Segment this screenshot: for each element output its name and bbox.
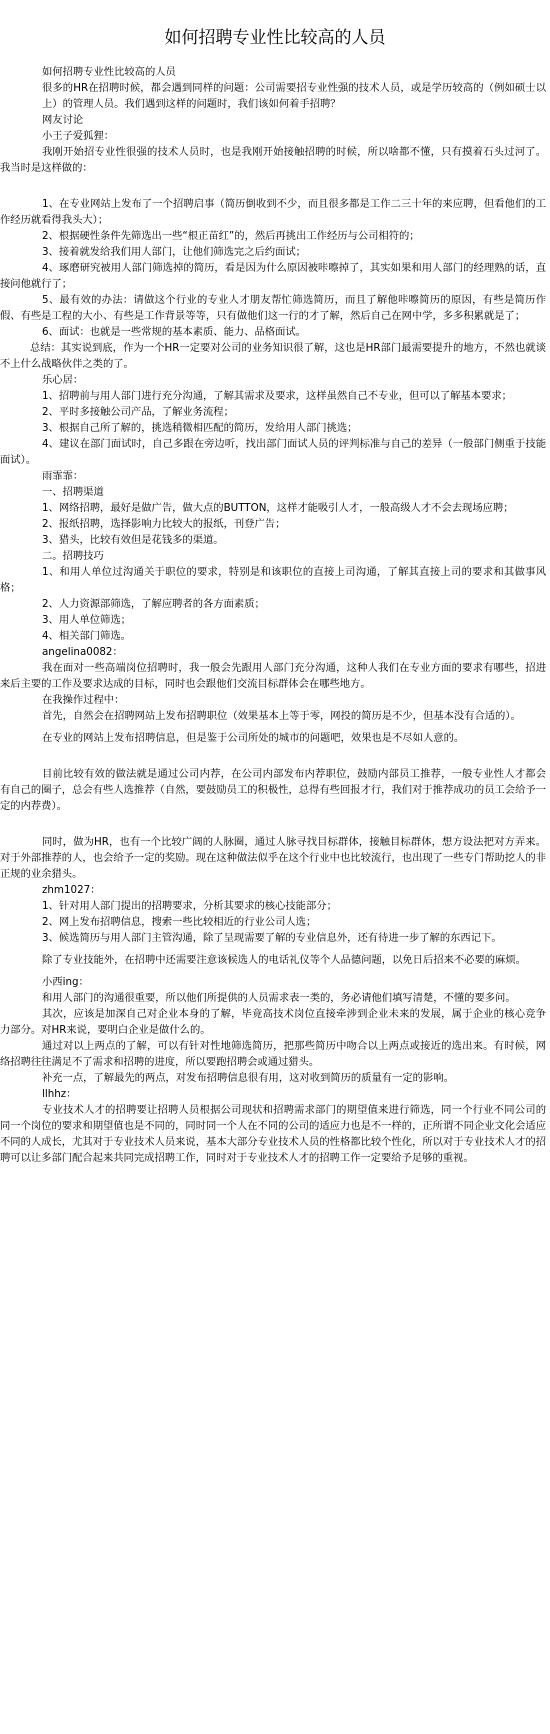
- paragraph: 在专业的网站上发布招聘信息，但是鉴于公司所处的城市的问题吧，效果也是不尽如人意的。: [42, 732, 465, 744]
- paragraph: 我在面对一些高端岗位招聘时，我一般会先跟用人部门充分沟通，这种人我们在专业方面的要求有哪些，招进来后主要的工作及要求达成的目标，同时也会跟他们交流目标群体会在哪些地方。: [0, 662, 546, 690]
- paragraph: 4、琢磨研究被用人部门筛选掉的简历，看是因为什么原因被咔嚓掉了，其实如果和用人部门的经理熟的话，直接问他就行了；: [0, 262, 546, 290]
- paragraph: 4、相关部门筛选。: [42, 630, 131, 642]
- paragraph: 其次，应该是加深自己对企业本身的了解，毕竟高技术岗位直接牵涉到企业未来的发展，属于企业的核心竞争力部分。对HR来说，要明白企业是做什么的。: [0, 1008, 546, 1036]
- paragraph: 我刚开始招专业性很强的技术人员时，也是我刚开始接触招聘的时候，所以啥都不懂，只有摸着石头过河了。我当时是这样做的：: [0, 146, 546, 174]
- paragraph: 首先，自然会在招聘网站上发布招聘职位（效果基本上等于零，网投的简历是不少，但基本没有合适的）。: [42, 710, 521, 722]
- paragraph: 补充一点，了解最先的两点，对发布招聘信息很有用，这对收到简历的质量有一定的影响。: [42, 1072, 454, 1084]
- paragraph: 2、人力资源部筛选，了解应聘者的各方面素质；: [42, 598, 265, 610]
- paragraph: 1、在专业网站上发布了一个招聘启事（简历倒收到不少，而且很多都是工作二三十年的来应聘，但看他们的工作经历就看得我头大）；: [0, 198, 546, 226]
- paragraph: 1、网络招聘，最好是做广告，做大点的BUTTON，这样才能吸引人才，一般高级人才不会去现场应聘；: [42, 502, 514, 514]
- paragraph: 乐心居：: [42, 374, 84, 386]
- paragraph: 雨霏霏：: [42, 470, 84, 482]
- paragraph: 一、招聘渠道: [42, 486, 104, 498]
- paragraph: 2、平时多接触公司产品，了解业务流程；: [42, 406, 234, 418]
- paragraph: 2、报纸招聘，选择影响力比较大的报纸，刊登广告；: [42, 518, 286, 530]
- paragraph: 3、根据自己所了解的，挑选稍微相匹配的简历，发给用人部门挑选；: [42, 422, 358, 434]
- paragraph: 和用人部门的沟通很重要，所以他们所提供的人员需求表一类的，务必请他们填写清楚，不懂的要多问。: [42, 992, 516, 1004]
- paragraph: 同时，做为HR，也有一个比较广阔的人脉圈，通过人脉寻找目标群体，接触目标群体，想方设法把对方弄来。对于外部推荐的人，也会给予一定的奖励。现在这种做法似乎在这个行业中也比较流行，也出现了一些专门帮助挖人的非正规的业余猎头。: [0, 836, 546, 880]
- paragraph: 二。招聘技巧: [42, 550, 104, 562]
- paragraph: 3、接着就发给我们用人部门，让他们筛选完之后约面试；: [42, 246, 306, 258]
- paragraph: 3、用人单位筛选；: [42, 614, 131, 626]
- paragraph: 网友讨论: [42, 114, 84, 126]
- paragraph: 4、建议在部门面试时，自己多跟在旁边听，找出部门面试人员的评判标准与自己的差异（一般部门侧重于技能面试）。: [0, 438, 546, 466]
- paragraph: llhhz：: [42, 1088, 77, 1100]
- paragraph: 1、针对用人部门提出的招聘要求，分析其要求的核心技能部分；: [42, 900, 337, 912]
- paragraph: 如何招聘专业性比较高的人员: [42, 66, 176, 78]
- paragraph: 2、网上发布招聘信息，搜索一些比较相近的行业公司人选；: [42, 916, 317, 928]
- paragraph: 通过对以上两点的了解，可以有针对性地筛选简历，把那些简历中吻合以上两点或接近的选出来。有时候，网络招聘往往满足不了需求和招聘的进度，所以要跑招聘会或通过猎头。: [0, 1040, 546, 1068]
- paragraph: 小王子爱狐狸：: [42, 130, 115, 142]
- paragraph: 2、根据硬性条件先筛选出一些“根正苗红”的，然后再挑出工作经历与公司相符的；: [42, 230, 420, 242]
- page-title: 如何招聘专业性比较高的人员: [164, 28, 386, 48]
- paragraph: 5、最有效的办法：请做这个行业的专业人才朋友帮忙筛选简历，而且了解他咔嚓简历的原因，有些是简历作假、有些是工程的大小、有些是工作背景等等，只有做他们这一行的才了解，然后自己在网中学，多多积累就是了；: [0, 294, 546, 322]
- paragraph: 总结：其实说到底，作为一个HR一定要对公司的业务知识很了解，这也是HR部门最需要提升的地方，不然也就谈不上什么战略伙伴之类的了。: [0, 342, 546, 370]
- paragraph: 专业技术人才的招聘要让招聘人员根据公司现状和招聘需求部门的期望值来进行筛选，同一个行业不同公司的同一个岗位的要求和期望值也是不同的，同时同一个人在不同的公司的适应力也是不一样的，正所谓不同企业文化会适应不同的人成长，尤其对于专业技术人员来说，基本大部分专业技术人员的性格都比较个性化，所以对于专业技术人才的招聘可以让多部门配合起来共同完成招聘工作，同时对于专业技术人才的招聘工作一定要给予足够的重视。: [0, 1104, 546, 1164]
- paragraph: 很多的HR在招聘时候，都会遇到同样的问题：公司需要招专业性强的技术人员，或是学历较高的（例如硕士以上）的管理人员。我们遇到这样的问题时，我们该如何着手招聘？: [42, 82, 546, 110]
- paragraph: 3、猎头，比较有效但是花钱多的渠道。: [42, 534, 224, 546]
- paragraph: 小西ing：: [42, 976, 89, 988]
- article-body: [0, 64, 550, 1166]
- paragraph: 1、和用人单位过沟通关于职位的要求，特别是和该职位的直接上司沟通，了解其直接上司的要求和其做事风格；: [0, 566, 546, 594]
- paragraph: 3、候选简历与用人部门主管沟通，除了呈现需要了解的专业信息外，还有待进一步了解的东西记下。: [42, 932, 502, 944]
- paragraph: zhm1027：: [42, 884, 101, 896]
- paragraph: angelina0082：: [42, 646, 123, 658]
- paragraph: 目前比较有效的做法就是通过公司内荐，在公司内部发布内荐职位，鼓励内部员工推荐，一般专业性人才都会有自己的圈子，总会有些人选推荐（自然，要鼓励员工的积极性，总得有些回报才行，我们对于推荐成功的员工会给予一定的内荐费）。: [0, 768, 546, 812]
- paragraph: 在我操作过程中：: [42, 694, 125, 706]
- paragraph: 1、招聘前与用人部门进行充分沟通，了解其需求及要求，这样虽然自己不专业，但可以了解基本要求；: [42, 390, 512, 402]
- paragraph: 6、面试：也就是一些常规的基本素质、能力、品格面试。: [42, 326, 306, 338]
- paragraph: 除了专业技能外，在招聘中还需要注意该候选人的电话礼仪等个人品德问题，以免日后招来不必要的麻烦。: [42, 954, 526, 966]
